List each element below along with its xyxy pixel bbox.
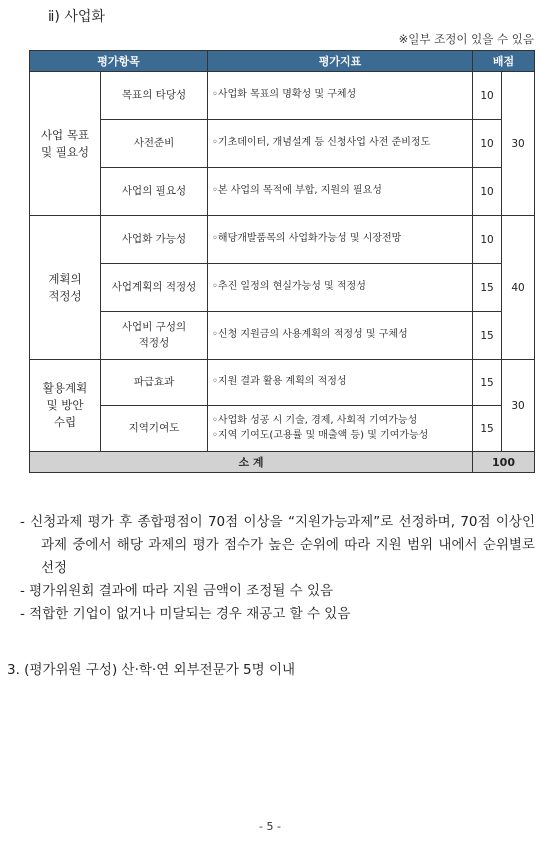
committee-composition: 3. (평가위원 구성) 산·학·연 외부전문가 5명 이내 xyxy=(7,662,296,678)
table-row xyxy=(30,168,535,216)
table-header-row xyxy=(30,51,535,72)
total-value: 100 xyxy=(473,452,535,473)
item-cell: 파급효과 xyxy=(101,360,208,406)
category-cell xyxy=(30,216,101,360)
category-line: 계획의 xyxy=(48,271,82,286)
item-line: 적정성 xyxy=(138,336,170,349)
table-row xyxy=(30,360,535,406)
table-row xyxy=(30,264,535,312)
criteria-notes xyxy=(20,511,535,626)
total-row xyxy=(30,452,535,473)
table-row xyxy=(30,312,535,360)
indicator-cell: ◦추진 일정의 현실가능성 및 적정성 xyxy=(208,264,473,312)
score-cell: 15 xyxy=(473,406,502,452)
table-row xyxy=(30,120,535,168)
table-row xyxy=(30,216,535,264)
header-category: 평가항목 xyxy=(30,51,208,72)
category-line: 및 필요성 xyxy=(40,144,90,159)
item-cell: 사업의 필요성 xyxy=(101,168,208,216)
group-total-cell: 30 xyxy=(502,72,535,216)
category-line: 및 방안 xyxy=(46,398,84,413)
category-cell xyxy=(30,360,101,452)
group-total-cell: 30 xyxy=(502,360,535,452)
score-cell: 10 xyxy=(473,168,502,216)
score-cell: 15 xyxy=(473,264,502,312)
item-cell: 지역기여도 xyxy=(101,406,208,452)
item-cell: 사업계획의 적정성 xyxy=(101,264,208,312)
indicator-line: ◦지역 기여도(고용률 및 매출액 등) 및 기여가능성 xyxy=(212,429,429,441)
indicator-cell xyxy=(208,406,473,452)
item-line: 사업비 구성의 xyxy=(121,321,187,334)
section-title: ⅱ) 사업화 xyxy=(48,9,105,25)
indicator-cell: ◦기초데이터, 개념설계 등 신청사업 사전 준비정도 xyxy=(208,120,473,168)
score-cell: 10 xyxy=(473,120,502,168)
bullet-item: - 신청과제 평가 후 종합평점이 70점 이상을 “지원가능과제”로 선정하며, 70점 이상인 과제 중에서 해당 과제의 평가 점수가 높은 순위에 따라 지원 범위 내에서 순위별로 선정 xyxy=(20,514,535,576)
category-line: 사업 목표 xyxy=(40,127,90,142)
category-cell xyxy=(30,72,101,216)
category-line: 적정성 xyxy=(48,288,82,303)
category-line: 활용계획 xyxy=(42,381,88,396)
group-total-cell: 40 xyxy=(502,216,535,360)
score-cell: 15 xyxy=(473,360,502,406)
table-row xyxy=(30,72,535,120)
table-row xyxy=(30,406,535,452)
indicator-cell: ◦신청 지원금의 사용계획의 적정성 및 구체성 xyxy=(208,312,473,360)
category-line: 수립 xyxy=(53,414,77,429)
adjustment-note: ※일부 조정이 있을 수 있음 xyxy=(398,32,534,46)
indicator-cell: ◦지원 결과 활용 계획의 적정성 xyxy=(208,360,473,406)
item-cell: 사전준비 xyxy=(101,120,208,168)
header-score: 배점 xyxy=(473,51,535,72)
evaluation-table xyxy=(29,50,535,473)
bullet-item: - 적합한 기업이 없거나 미달되는 경우 재공고 할 수 있음 xyxy=(20,606,351,622)
indicator-cell: ◦사업화 목표의 명확성 및 구체성 xyxy=(208,72,473,120)
score-cell: 15 xyxy=(473,312,502,360)
item-cell: 사업화 가능성 xyxy=(101,216,208,264)
indicator-cell: ◦해당개발품목의 사업화가능성 및 시장전망 xyxy=(208,216,473,264)
bullet-item: - 평가위원회 결과에 따라 지원 금액이 조정될 수 있음 xyxy=(20,583,334,599)
item-cell: 목표의 타당성 xyxy=(101,72,208,120)
header-indicator: 평가지표 xyxy=(208,51,473,72)
indicator-cell: ◦본 사업의 목적에 부합, 지원의 필요성 xyxy=(208,168,473,216)
score-cell: 10 xyxy=(473,72,502,120)
item-cell xyxy=(101,312,208,360)
score-cell: 10 xyxy=(473,216,502,264)
total-label: 소 계 xyxy=(30,452,473,473)
indicator-line: ◦사업화 성공 시 기술, 경제, 사회적 기여가능성 xyxy=(212,415,418,426)
page-number: - 5 - xyxy=(259,820,281,833)
